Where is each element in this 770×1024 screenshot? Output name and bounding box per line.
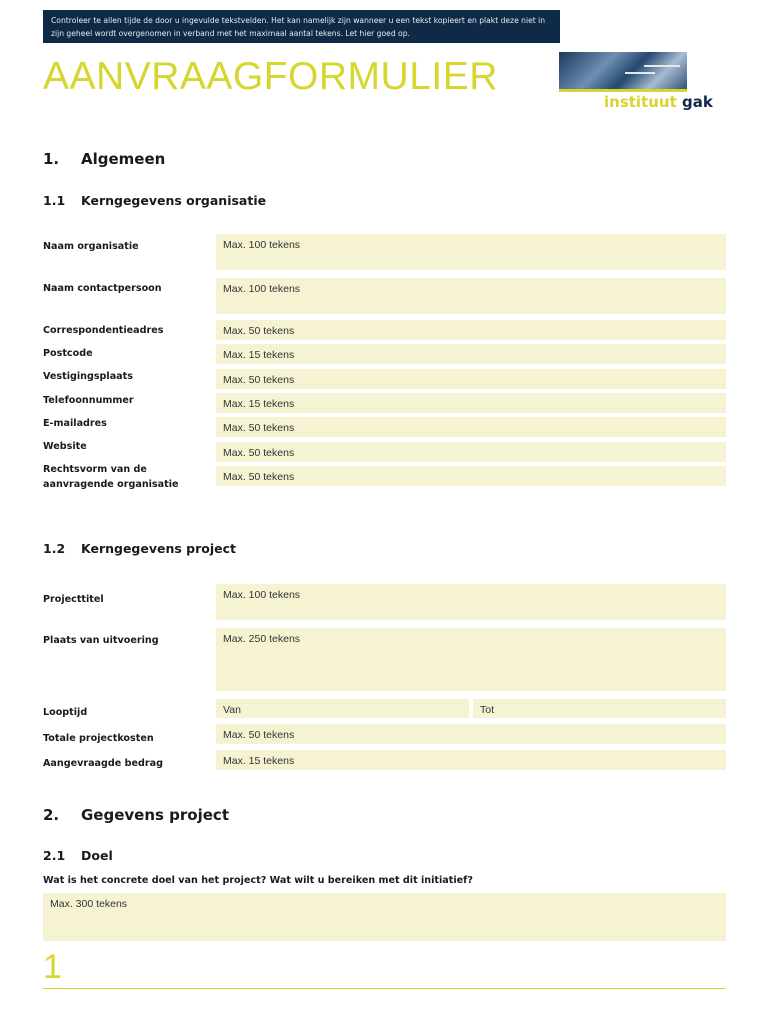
input-plaats-van-uitvoering[interactable]: Max. 250 tekens [216,628,726,691]
page-title: AANVRAAGFORMULIER [43,55,498,98]
section-1-title: Algemeen [81,150,166,168]
input-looptijd-tot[interactable]: Tot [473,699,726,718]
label-telefoonnummer: Telefoonnummer [43,395,134,406]
input-projecttitel[interactable]: Max. 100 tekens [216,584,726,620]
label-website: Website [43,441,87,452]
section-2-number: 2. [43,806,60,824]
label-correspondentieadres: Correspondentieadres [43,325,164,336]
section-1-2-number: 1.2 [43,541,66,556]
logo [604,93,713,111]
footer-divider [43,988,726,989]
input-e-mailadres[interactable]: Max. 50 tekens [216,417,726,437]
input-vestigingsplaats[interactable]: Max. 50 tekens [216,369,726,389]
section-2-title: Gegevens project [81,806,229,824]
notice-banner: Controleer te allen tijde de door u ingevulde tekstvelden. Het kan namelijk zijn wanneer u een tekst kopieert en plakt deze niet in zijn geheel wordt overgenomen in verband met het maximaal aantal tekens. Let hier goed op. [43,10,560,43]
label-rechtsvorm: Rechtsvorm van de aanvragende organisatie [43,464,179,490]
input-naam-organisatie[interactable]: Max. 100 tekens [216,234,726,270]
section-1-number: 1. [43,150,60,168]
input-website[interactable]: Max. 50 tekens [216,442,726,462]
input-totale-projectkosten[interactable]: Max. 50 tekens [216,724,726,744]
label-e-mailadres: E-mailadres [43,418,107,429]
input-aangevraagde-bedrag[interactable]: Max. 15 tekens [216,750,726,770]
logo-text-instituut: instituut [604,93,677,111]
label-naam-contactpersoon: Naam contactpersoon [43,283,162,294]
input-rechtsvorm[interactable]: Max. 50 tekens [216,466,726,486]
section-1-2-title: Kerngegevens project [81,541,237,556]
section-2-1-number: 2.1 [43,848,66,863]
section-2-1-title: Doel [81,848,113,863]
logo-image [559,52,687,92]
logo-text-gak: gak [682,93,713,111]
input-telefoonnummer[interactable]: Max. 15 tekens [216,393,726,413]
label-looptijd: Looptijd [43,707,88,718]
page-number: 1 [43,948,62,986]
input-correspondentieadres[interactable]: Max. 50 tekens [216,320,726,340]
input-naam-contactpersoon[interactable]: Max. 100 tekens [216,278,726,314]
input-doel[interactable]: Max. 300 tekens [43,893,726,941]
input-looptijd-van[interactable]: Van [216,699,469,718]
label-postcode: Postcode [43,348,93,359]
question-doel: Wat is het concrete doel van het project? Wat wilt u bereiken met dit initiatief? [43,875,473,886]
section-1-1-title: Kerngegevens organisatie [81,193,267,208]
label-aangevraagde-bedrag: Aangevraagde bedrag [43,758,163,769]
label-naam-organisatie: Naam organisatie [43,241,139,252]
section-1-1-number: 1.1 [43,193,66,208]
label-plaats-van-uitvoering: Plaats van uitvoering [43,635,159,646]
label-totale-projectkosten: Totale projectkosten [43,733,154,744]
label-projecttitel: Projecttitel [43,594,104,605]
label-vestigingsplaats: Vestigingsplaats [43,371,133,382]
input-postcode[interactable]: Max. 15 tekens [216,344,726,364]
